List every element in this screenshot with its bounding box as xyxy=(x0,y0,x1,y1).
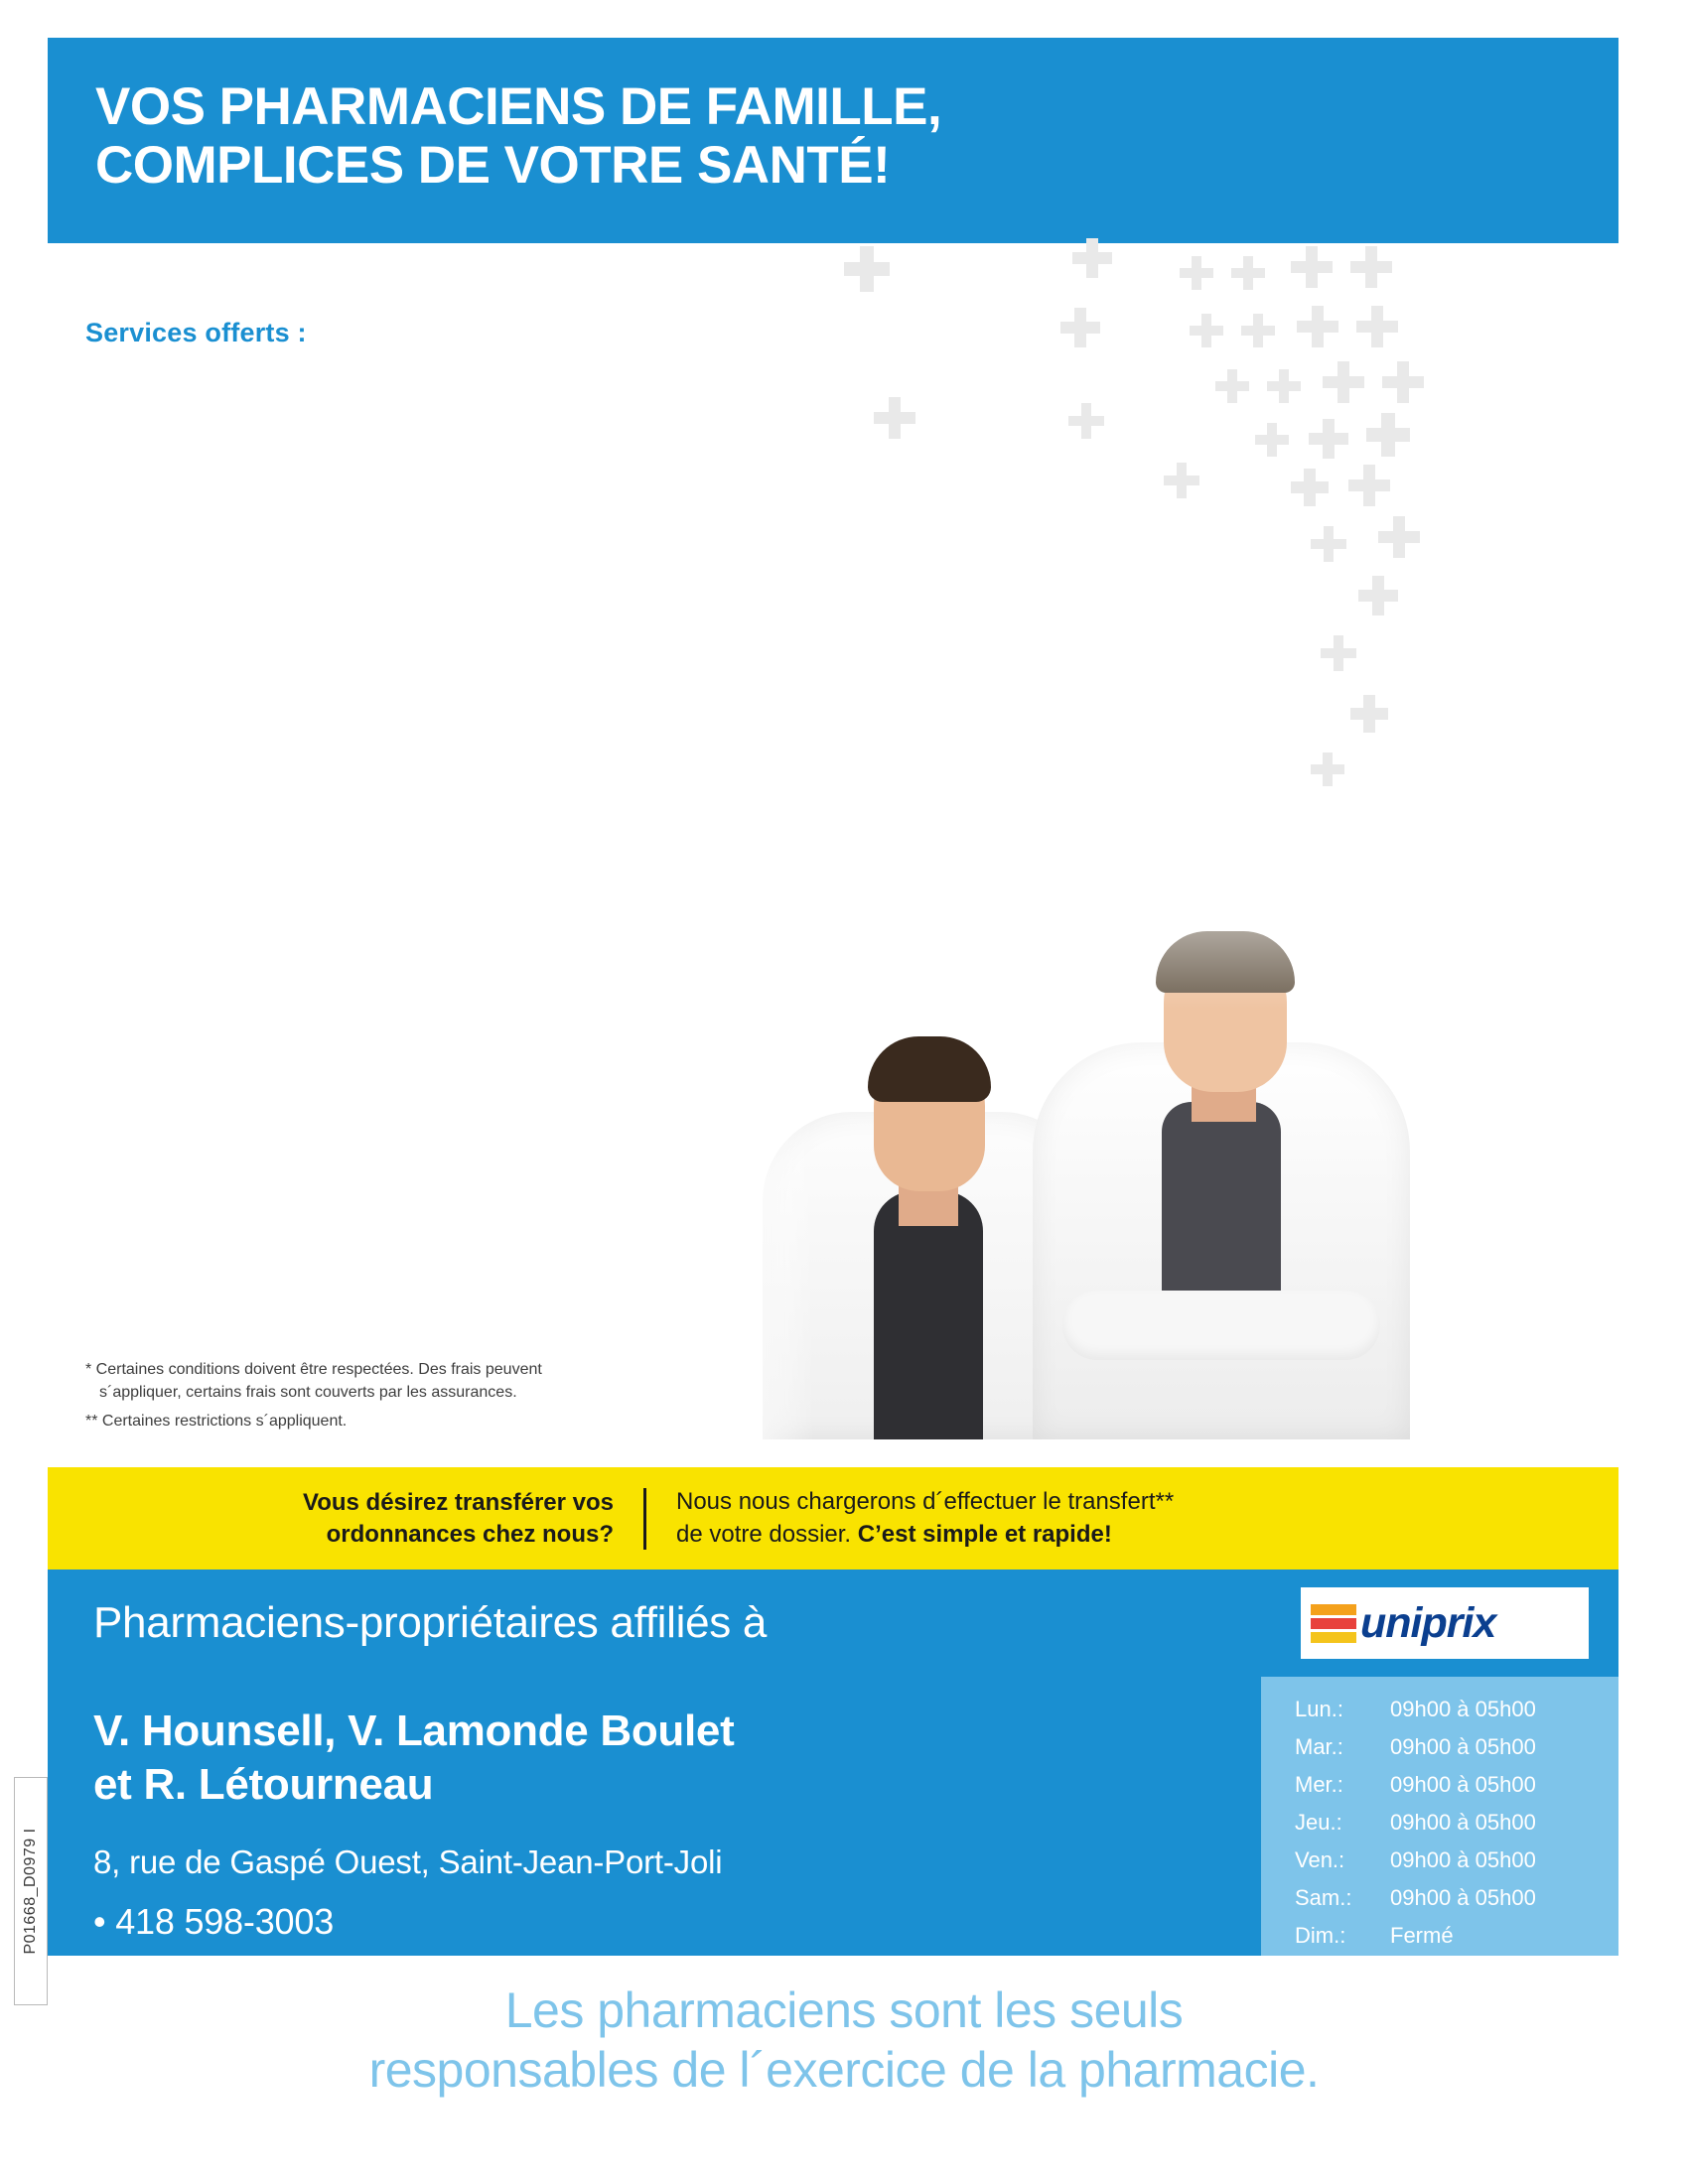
cross-icon xyxy=(1215,369,1249,403)
transfer-answer xyxy=(646,1486,1174,1550)
hours-day: Mer.: xyxy=(1295,1772,1343,1797)
hours-day: Dim.: xyxy=(1295,1923,1346,1948)
transfer-question xyxy=(48,1487,643,1549)
uniprix-wordmark: uniprix xyxy=(1360,1598,1496,1647)
cross-icon xyxy=(1350,695,1388,733)
affiliation-text: Pharmaciens-propriétaires affiliés à xyxy=(93,1598,768,1647)
header-banner xyxy=(48,38,1618,243)
transfer-answer-plain: de votre dossier. xyxy=(676,1520,858,1548)
services-offered-label: Services offerts : xyxy=(85,318,307,347)
footnote-1-line1: * Certaines conditions doivent être respectées. Des frais peuvent xyxy=(85,1361,542,1378)
transfer-question-line2: ordonnances chez nous? xyxy=(326,1520,614,1548)
footnote-2: ** Certaines restrictions s´appliquent. xyxy=(85,1413,348,1431)
cross-icon xyxy=(1356,306,1398,347)
footnote-1-line2: s´appliquer, certains frais sont couverts par les assurances. xyxy=(99,1384,517,1402)
hours-value: 09h00 à 05h00 xyxy=(1390,1847,1536,1872)
pharmacy-address: 8, rue de Gaspé Ouest, Saint-Jean-Port-Joli xyxy=(93,1843,723,1880)
uniprix-bars-icon xyxy=(1311,1600,1356,1646)
hours-row xyxy=(1295,1812,1618,1834)
hours-day: Ven.: xyxy=(1295,1847,1345,1872)
cross-icon xyxy=(1311,752,1344,786)
cross-icon xyxy=(1255,423,1289,457)
uniprix-logo xyxy=(1301,1587,1589,1659)
transfer-band xyxy=(48,1467,1618,1570)
hours-day: Mar.: xyxy=(1295,1734,1343,1759)
photo-edge-fade xyxy=(735,824,1618,1439)
legal-statement xyxy=(0,1980,1688,2100)
pharmacy-details-band xyxy=(48,1677,1618,1956)
cross-icon xyxy=(874,397,915,439)
spine-code-text: P01668_D0979 I xyxy=(22,1828,39,1955)
cross-icon xyxy=(1323,361,1364,403)
cross-icon xyxy=(1382,361,1424,403)
header-title-line2: COMPLICES DE VOTRE SANTÉ! xyxy=(95,136,891,196)
cross-icon xyxy=(1164,463,1199,498)
cross-icon xyxy=(1358,576,1398,615)
spine-code xyxy=(14,1777,48,2005)
cross-icon xyxy=(1072,238,1112,278)
cross-icon xyxy=(1291,246,1333,288)
hours-value: Fermé xyxy=(1390,1923,1454,1948)
hours-value: 09h00 à 05h00 xyxy=(1390,1697,1536,1721)
header-title-line1: VOS PHARMACIENS DE FAMILLE, xyxy=(95,77,942,136)
cross-icon xyxy=(1366,413,1410,457)
opening-hours-panel xyxy=(1261,1677,1618,1956)
hours-value: 09h00 à 05h00 xyxy=(1390,1810,1536,1835)
cross-icon xyxy=(1180,256,1213,290)
pharmacy-owner-names-line1: V. Hounsell, V. Lamonde Boulet xyxy=(93,1706,735,1755)
pharmacy-owner-names-line2: et R. Létourneau xyxy=(93,1759,434,1809)
transfer-answer-line1: Nous nous chargerons d´effectuer le transfert** xyxy=(676,1488,1175,1516)
cross-icon xyxy=(1291,469,1329,506)
cross-icon xyxy=(1378,516,1420,558)
pharmacists-photo xyxy=(735,824,1618,1439)
cross-icon xyxy=(844,246,890,292)
hours-row xyxy=(1295,1736,1618,1758)
cross-icon xyxy=(1231,256,1265,290)
hours-value: 09h00 à 05h00 xyxy=(1390,1885,1536,1910)
cross-icon xyxy=(1297,306,1338,347)
cross-icon xyxy=(1267,369,1301,403)
hours-row xyxy=(1295,1925,1618,1947)
hours-row xyxy=(1295,1849,1618,1871)
hours-row xyxy=(1295,1774,1618,1796)
cross-icon xyxy=(1348,465,1390,506)
hours-day: Lun.: xyxy=(1295,1697,1343,1721)
hours-day: Jeu.: xyxy=(1295,1810,1342,1835)
hours-value: 09h00 à 05h00 xyxy=(1390,1734,1536,1759)
pharmacy-phone[interactable]: • 418 598-3003 xyxy=(93,1901,335,1942)
cross-icon xyxy=(1068,403,1104,439)
transfer-answer-bold: C’est simple et rapide! xyxy=(857,1520,1112,1548)
cross-icon xyxy=(1350,246,1392,288)
hours-row xyxy=(1295,1699,1618,1720)
cross-icon xyxy=(1060,308,1100,347)
pharmacy-owner-names xyxy=(93,1705,734,1811)
transfer-question-line1: Vous désirez transférer vos xyxy=(302,1489,614,1517)
affiliation-band xyxy=(48,1570,1618,1677)
cross-icon xyxy=(1321,635,1356,671)
legal-statement-line2: responsables de l´exercice de la pharmacie. xyxy=(368,2042,1320,2098)
hours-row xyxy=(1295,1887,1618,1909)
cross-icon xyxy=(1311,526,1346,562)
hours-day: Sam.: xyxy=(1295,1885,1352,1910)
legal-statement-line1: Les pharmaciens sont les seuls xyxy=(504,1982,1184,2038)
transfer-answer-line2 xyxy=(676,1519,1174,1551)
cross-icon xyxy=(1309,419,1348,459)
hours-value: 09h00 à 05h00 xyxy=(1390,1772,1536,1797)
cross-icon xyxy=(1190,314,1223,347)
cross-icon xyxy=(1241,314,1275,347)
footnotes xyxy=(85,1358,701,1433)
